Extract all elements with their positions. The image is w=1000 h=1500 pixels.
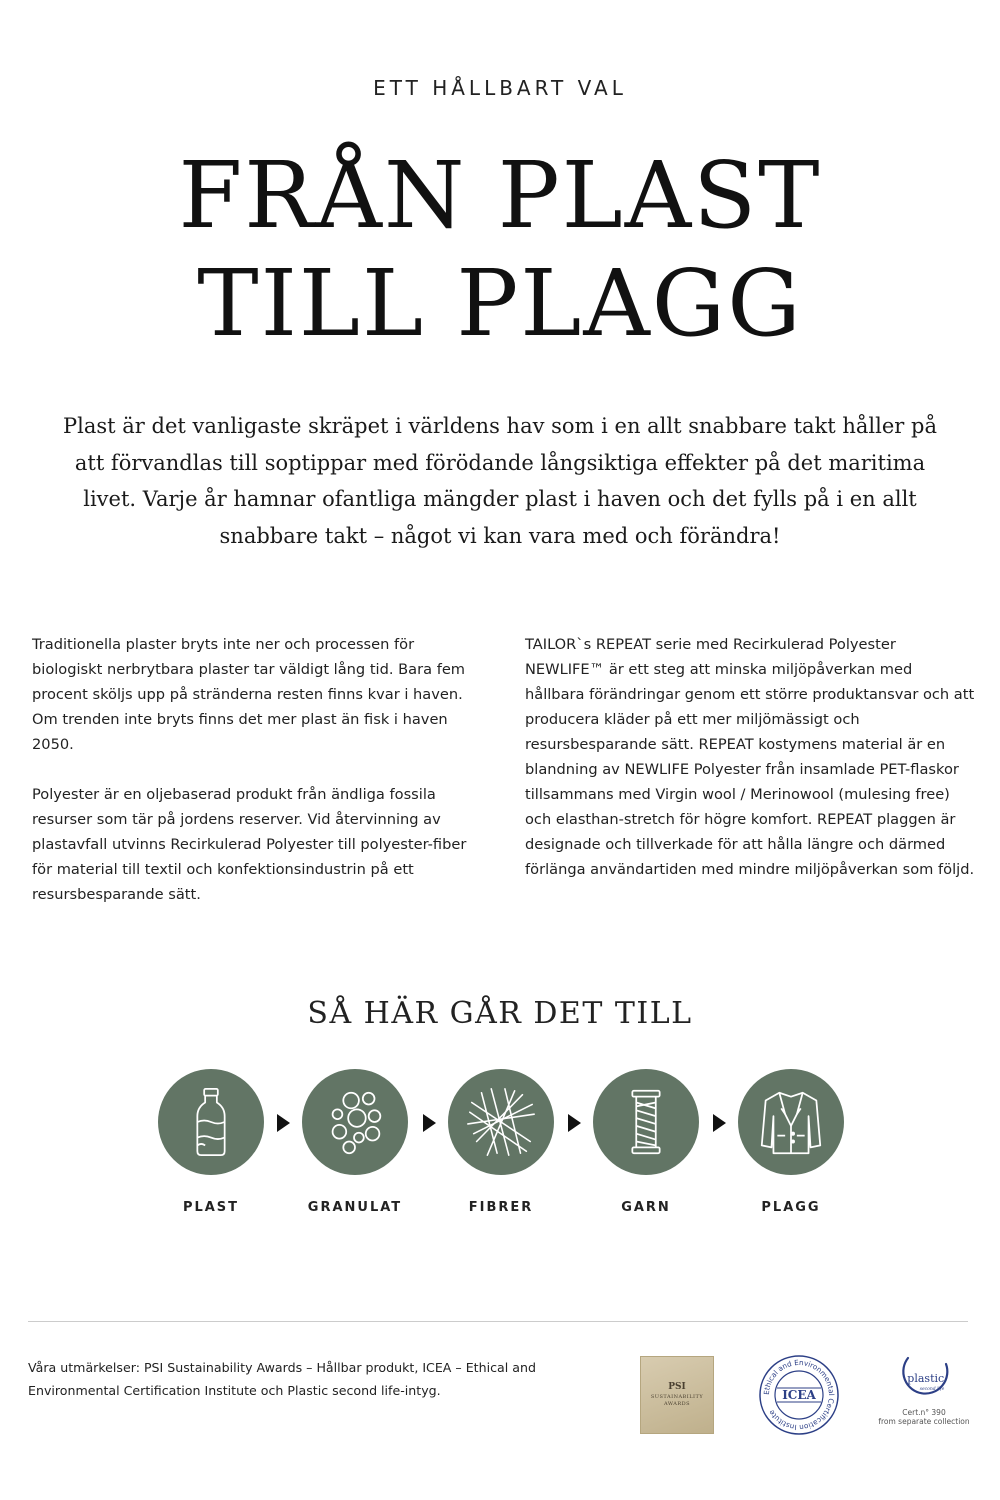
icea-logo [758, 1354, 840, 1436]
icea-logo-name: ICEA [782, 1388, 816, 1402]
psi-logo-title: PSI [668, 1382, 686, 1392]
icea-ring-text: Ethical and Environmental Certification Institute [761, 1357, 837, 1433]
granules-icon [316, 1083, 394, 1161]
yarn-spool-icon [607, 1083, 685, 1161]
step-plagg [738, 1069, 844, 1175]
lead-paragraph: Plast är det vanligaste skräpet i världens hav som i en allt snabbare takt håller på att förvandlas till soptippar med förödande långsiktiga effekter på det maritima livet. Varje år hamnar ofantliga mängder plast i haven och det fylls på i en allt snabbare takt – något vi kan vara med och förändra! [63, 414, 937, 548]
step-label-garn: GARN [621, 1200, 671, 1215]
step-label-plast: PLAST [182, 1200, 240, 1215]
step-fibrer [448, 1069, 554, 1175]
arrow-right-icon [568, 1114, 581, 1132]
eyebrow-heading: ETT HÅLLBART VAL [373, 76, 627, 100]
step-label-granulat: GRANULAT [307, 1200, 403, 1215]
icea-seal-icon [758, 1354, 840, 1436]
psi-award-logo [640, 1356, 714, 1434]
body-column-right [525, 632, 975, 907]
fibers-icon [462, 1083, 540, 1161]
process-heading: SÅ HÄR GÅR DET TILL [307, 996, 693, 1031]
page-title [0, 142, 1000, 358]
plastic-cert-line-2: from separate collection [878, 1417, 970, 1426]
title-line-1: FRÅN PLAST [178, 142, 822, 249]
arrow-right-icon [277, 1114, 290, 1132]
plastic-logo-name: .plastic [903, 1372, 945, 1385]
plastic-cert-line-1: Cert.n° 390 [902, 1408, 946, 1417]
step-plast [158, 1069, 264, 1175]
body-column-left [32, 632, 484, 932]
psi-logo-subtitle: SUSTAINABILITY AWARDS [650, 1394, 704, 1407]
plastic-second-life-icon [874, 1352, 974, 1408]
arrow-right-icon [423, 1114, 436, 1132]
footer-awards-text: Våra utmärkelser: PSI Sustainability Awards – Hållbar produkt, ICEA – Ethical and Environmental Certification Institute och Plastic second life-intyg. [28, 1360, 536, 1398]
step-label-plagg: PLAGG [761, 1200, 821, 1215]
body-paragraph: Polyester är en oljebaserad produkt från ändliga fossila resurser som tär på jordens reserver. Vid återvinning av plastavfall utvinns Recirkulerad Polyester till polyester-fiber för material till textil och konfektionsindustrin på ett resursbesparande sätt. [32, 786, 467, 903]
title-line-2: TILL PLAGG [197, 250, 803, 357]
jacket-icon [752, 1083, 830, 1161]
bottle-icon [172, 1083, 250, 1161]
plastic-logo-sub: second life [919, 1387, 945, 1392]
footer-divider [28, 1321, 968, 1322]
arrow-right-icon [713, 1114, 726, 1132]
body-paragraph: TAILOR`s REPEAT serie med Recirkulerad Polyester NEWLIFE™ är ett steg att minska miljöpåverkan med hållbara förändringar genom ett större produktansvar och att producera kläder på ett mer miljömässigt och resursbesparande sätt. REPEAT kostymens material är en blandning av NEWLIFE Polyester från insamlade PET-flaskor tillsammans med Virgin wool / Merinowool (mulesing free) och elasthan-stretch för högre komfort. REPEAT plaggen är designade och tillverkade för att hålla längre och därmed förlänga användartiden med mindre miljöpåverkan som följd. [525, 636, 975, 878]
step-granulat [302, 1069, 408, 1175]
plastic-second-life-logo [874, 1352, 974, 1432]
body-paragraph: Traditionella plaster bryts inte ner och processen för biologiskt nerbrytbara plaster tar väldigt lång tid. Bara fem procent sköljs upp på stränderna resten finns kvar i haven. Om trenden inte bryts finns det mer plast än fisk i haven 2050. [32, 636, 466, 753]
step-garn [593, 1069, 699, 1175]
step-label-fibrer: FIBRER [468, 1200, 534, 1215]
plastic-cert-text [874, 1408, 974, 1426]
